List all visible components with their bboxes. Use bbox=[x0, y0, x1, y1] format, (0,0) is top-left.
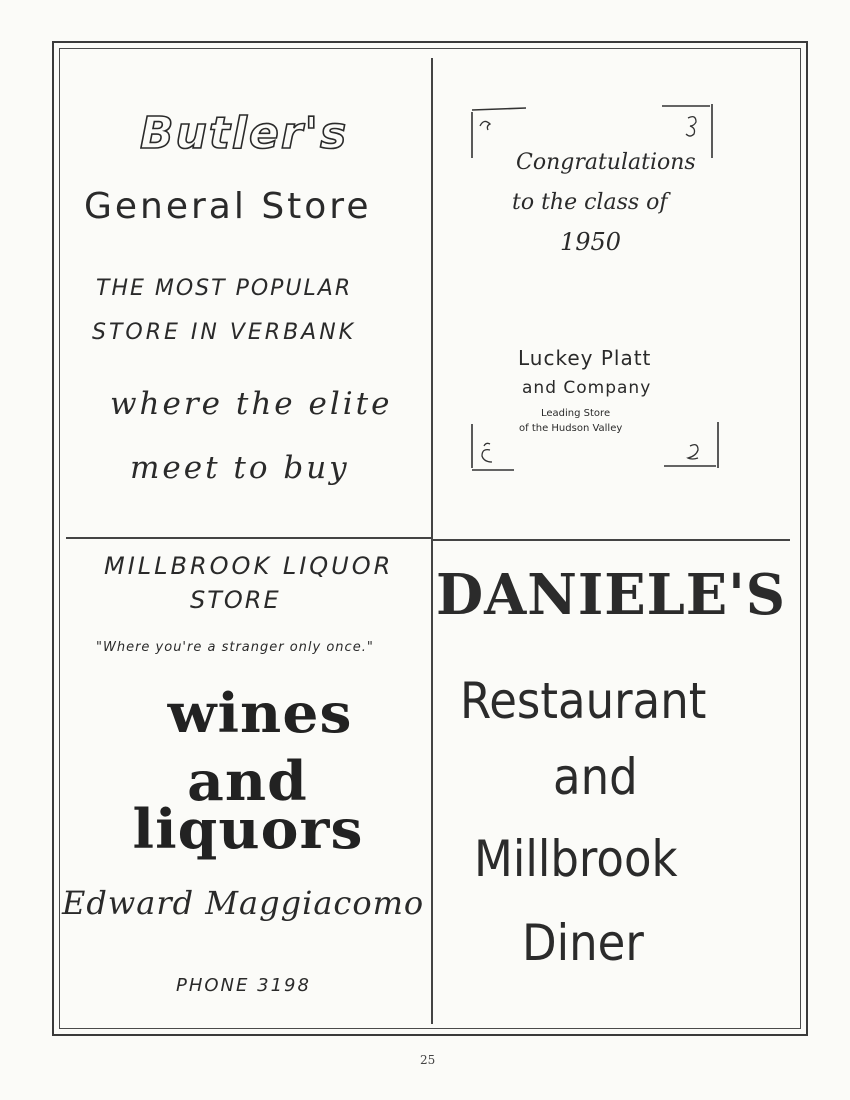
butlers-line1: THE MOST POPULAR bbox=[96, 276, 353, 301]
butlers-line3: where the elite bbox=[110, 386, 393, 422]
ml-owner: Edward Maggiacomo bbox=[62, 884, 425, 922]
lp-company-suffix: and Company bbox=[522, 378, 652, 398]
lp-congratulations: Congratulations bbox=[516, 150, 696, 175]
vertical-divider bbox=[431, 58, 433, 1024]
butlers-subtitle: General Store bbox=[84, 186, 372, 227]
ml-title-line1: MILLBROOK LIQUOR bbox=[104, 552, 394, 580]
ml-word-and: and bbox=[187, 749, 308, 813]
butlers-line4: meet to buy bbox=[130, 450, 350, 486]
butlers-name: Butler's bbox=[140, 108, 349, 159]
corner-ornament-bottom-left-icon bbox=[468, 422, 520, 474]
danieles-line2: and bbox=[553, 748, 638, 806]
danieles-name: DANIELE'S bbox=[436, 562, 786, 628]
page-number: 25 bbox=[420, 1053, 436, 1067]
danieles-line3: Millbrook bbox=[474, 830, 678, 888]
corner-ornament-bottom-right-icon bbox=[660, 418, 722, 472]
ml-word-liquors: liquors bbox=[132, 797, 364, 861]
danieles-line1: Restaurant bbox=[460, 672, 707, 730]
horizontal-divider-left bbox=[66, 537, 431, 539]
lp-tagline2: of the Hudson Valley bbox=[519, 423, 623, 434]
butlers-line2: STORE IN VERBANK bbox=[92, 320, 357, 345]
ml-quote: "Where you're a stranger only once." bbox=[96, 640, 374, 655]
danieles-line4: Diner bbox=[522, 914, 644, 972]
lp-company-name: Luckey Platt bbox=[518, 346, 652, 370]
ml-phone: PHONE 3198 bbox=[176, 975, 311, 996]
lp-tagline1: Leading Store bbox=[541, 408, 611, 419]
lp-class-line: to the class of bbox=[512, 190, 668, 215]
ml-title-line2: STORE bbox=[190, 586, 281, 614]
ml-word-wines: wines bbox=[167, 681, 353, 745]
lp-year: 1950 bbox=[560, 228, 622, 256]
horizontal-divider-right bbox=[432, 539, 790, 541]
